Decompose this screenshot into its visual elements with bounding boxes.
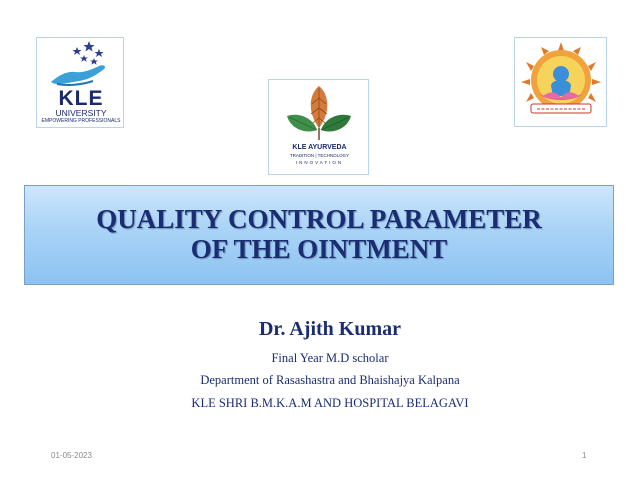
slide-date: 01-05-2023 <box>51 451 92 460</box>
slide-title-line-1: QUALITY CONTROL PARAMETER <box>96 204 542 234</box>
kle-university-tagline: EMPOWERING PROFESSIONALS <box>41 118 121 124</box>
college-seal-logo <box>514 37 607 127</box>
hand-with-stars-icon <box>37 38 124 90</box>
kle-university-logo <box>36 37 124 128</box>
kle-ayurveda-subtext: TRADITION | TECHNOLOGY <box>289 153 350 158</box>
kle-ayurveda-logo <box>268 79 369 175</box>
kle-university-subtext: UNIVERSITY <box>55 108 107 118</box>
kle-ayurveda-tagline: INNOVATION <box>295 160 344 165</box>
slide-page-number: 1 <box>582 451 587 460</box>
seal-emblem-icon <box>515 38 607 127</box>
author-department: Department of Rasashastra and Bhaishajya Kalpana <box>200 373 460 387</box>
leaves-icon <box>269 80 369 144</box>
kle-ayurveda-name: KLE AYURVEDA <box>292 144 347 151</box>
author-institution: KLE SHRI B.M.K.A.M AND HOSPITAL BELAGAVI <box>191 396 469 410</box>
slide-title-line-2: OF THE OINTMENT <box>190 234 448 264</box>
kle-university-name: KLE <box>58 87 104 110</box>
author-designation: Final Year M.D scholar <box>271 351 389 365</box>
title-banner <box>24 185 614 285</box>
author-name: Dr. Ajith Kumar <box>258 318 402 340</box>
